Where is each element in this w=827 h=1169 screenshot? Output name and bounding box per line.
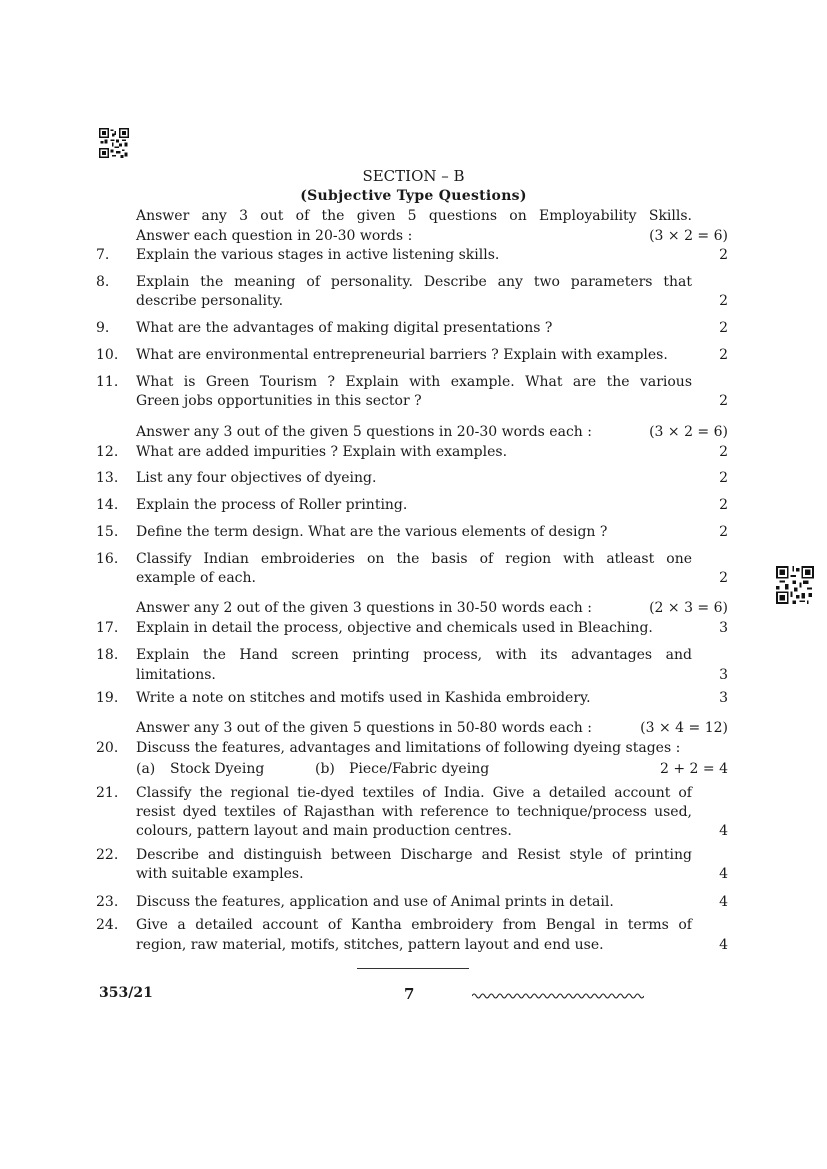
question-text: Classify Indian embroideries on the basis of region with atleast one	[136, 551, 692, 567]
group-marks: (3 × 4 = 12)	[640, 720, 728, 736]
question-text: Explain the various stages in active listening skills.	[136, 247, 500, 263]
question-number: 17.	[96, 620, 119, 636]
question-text: colours, pattern layout and main production centres.	[136, 823, 512, 839]
group-marks: (3 × 2 = 6)	[649, 228, 728, 244]
question-marks: 4	[719, 866, 728, 882]
question-text: Explain in detail the process, objective and chemicals used in Bleaching.	[136, 620, 653, 636]
question-number: 22.	[96, 847, 119, 863]
question-text: resist dyed textiles of Rajasthan with reference to technique/process used,	[136, 804, 692, 820]
question-number: 16.	[96, 551, 119, 567]
question-number: 20.	[96, 740, 119, 756]
question-marks: 2	[719, 444, 728, 460]
group-instruction: Answer any 3 out of the given 5 questions in 20-30 words each :	[136, 424, 592, 440]
question-number: 21.	[96, 785, 119, 801]
question-marks: 2	[719, 570, 728, 586]
question-marks: 3	[719, 620, 728, 636]
question-text: Give a detailed account of Kantha embroidery from Bengal in terms of	[136, 917, 692, 933]
question-text: What is Green Tourism ? Explain with example. What are the various	[136, 374, 692, 390]
question-marks: 2	[719, 347, 728, 363]
question-number: 10.	[96, 347, 119, 363]
qr-code-icon	[776, 566, 814, 604]
question-marks: 2	[719, 393, 728, 409]
option-text: Stock Dyeing	[170, 761, 265, 777]
question-text: List any four objectives of dyeing.	[136, 470, 377, 486]
question-number: 14.	[96, 497, 119, 513]
question-text: Discuss the features, application and use of Animal prints in detail.	[136, 894, 614, 910]
question-text: example of each.	[136, 570, 256, 586]
question-number: 12.	[96, 444, 119, 460]
section-subtitle: (Subjective Type Questions)	[300, 188, 527, 204]
question-text: Explain the process of Roller printing.	[136, 497, 408, 513]
paper-code: 353/21	[99, 985, 153, 1001]
question-text: Discuss the features, advantages and limitations of following dyeing stages :	[136, 740, 681, 756]
question-text: Green jobs opportunities in this sector ?	[136, 393, 422, 409]
wavy-line-icon	[472, 989, 644, 999]
question-text: What are environmental entrepreneurial barriers ? Explain with examples.	[136, 347, 668, 363]
question-number: 11.	[96, 374, 119, 390]
question-marks: 3	[719, 667, 728, 683]
page-number: 7	[404, 985, 415, 1003]
question-text: Explain the Hand screen printing process, with its advantages and	[136, 647, 692, 663]
question-text: What are the advantages of making digital presentations ?	[136, 320, 553, 336]
question-text: Define the term design. What are the various elements of design ?	[136, 524, 608, 540]
question-text: Classify the regional tie-dyed textiles of India. Give a detailed account of	[136, 785, 692, 801]
question-text: region, raw material, motifs, stitches, pattern layout and end use.	[136, 937, 604, 953]
group-instruction: Answer any 3 out of the given 5 questions in 50-80 words each :	[136, 720, 592, 736]
question-text: describe personality.	[136, 293, 284, 309]
question-text: with suitable examples.	[136, 866, 304, 882]
option-label: (a)	[136, 761, 156, 777]
group-instruction: Answer any 2 out of the given 3 questions in 30-50 words each :	[136, 600, 592, 616]
question-number: 8.	[96, 274, 110, 290]
question-marks: 2	[719, 293, 728, 309]
question-marks: 4	[719, 937, 728, 953]
group-marks: (3 × 2 = 6)	[649, 424, 728, 440]
question-marks: 4	[719, 894, 728, 910]
question-number: 23.	[96, 894, 119, 910]
question-number: 9.	[96, 320, 110, 336]
question-marks: 2	[719, 320, 728, 336]
group-instruction: Answer each question in 20-30 words :	[136, 228, 413, 244]
question-marks: 4	[719, 823, 728, 839]
question-marks: 2	[719, 470, 728, 486]
question-text: What are added impurities ? Explain with examples.	[136, 444, 508, 460]
question-text: Explain the meaning of personality. Describe any two parameters that	[136, 274, 692, 290]
question-text: Describe and distinguish between Discharge and Resist style of printing	[136, 847, 692, 863]
question-number: 18.	[96, 647, 119, 663]
question-text: limitations.	[136, 667, 216, 683]
question-number: 19.	[96, 690, 119, 706]
question-number: 13.	[96, 470, 119, 486]
question-text: Write a note on stitches and motifs used in Kashida embroidery.	[136, 690, 591, 706]
group-instruction: Answer any 3 out of the given 5 questions on Employability Skills.	[136, 208, 692, 224]
question-marks: 2 + 2 = 4	[660, 761, 728, 777]
question-marks: 2	[719, 247, 728, 263]
question-marks: 2	[719, 524, 728, 540]
divider	[357, 968, 469, 969]
section-title: SECTION – B	[362, 167, 465, 185]
question-number: 24.	[96, 917, 119, 933]
question-number: 15.	[96, 524, 119, 540]
group-marks: (2 × 3 = 6)	[649, 600, 728, 616]
option-label: (b)	[315, 761, 335, 777]
question-marks: 3	[719, 690, 728, 706]
qr-code-icon	[99, 128, 129, 158]
question-number: 7.	[96, 247, 110, 263]
question-marks: 2	[719, 497, 728, 513]
option-text: Piece/Fabric dyeing	[349, 761, 490, 777]
